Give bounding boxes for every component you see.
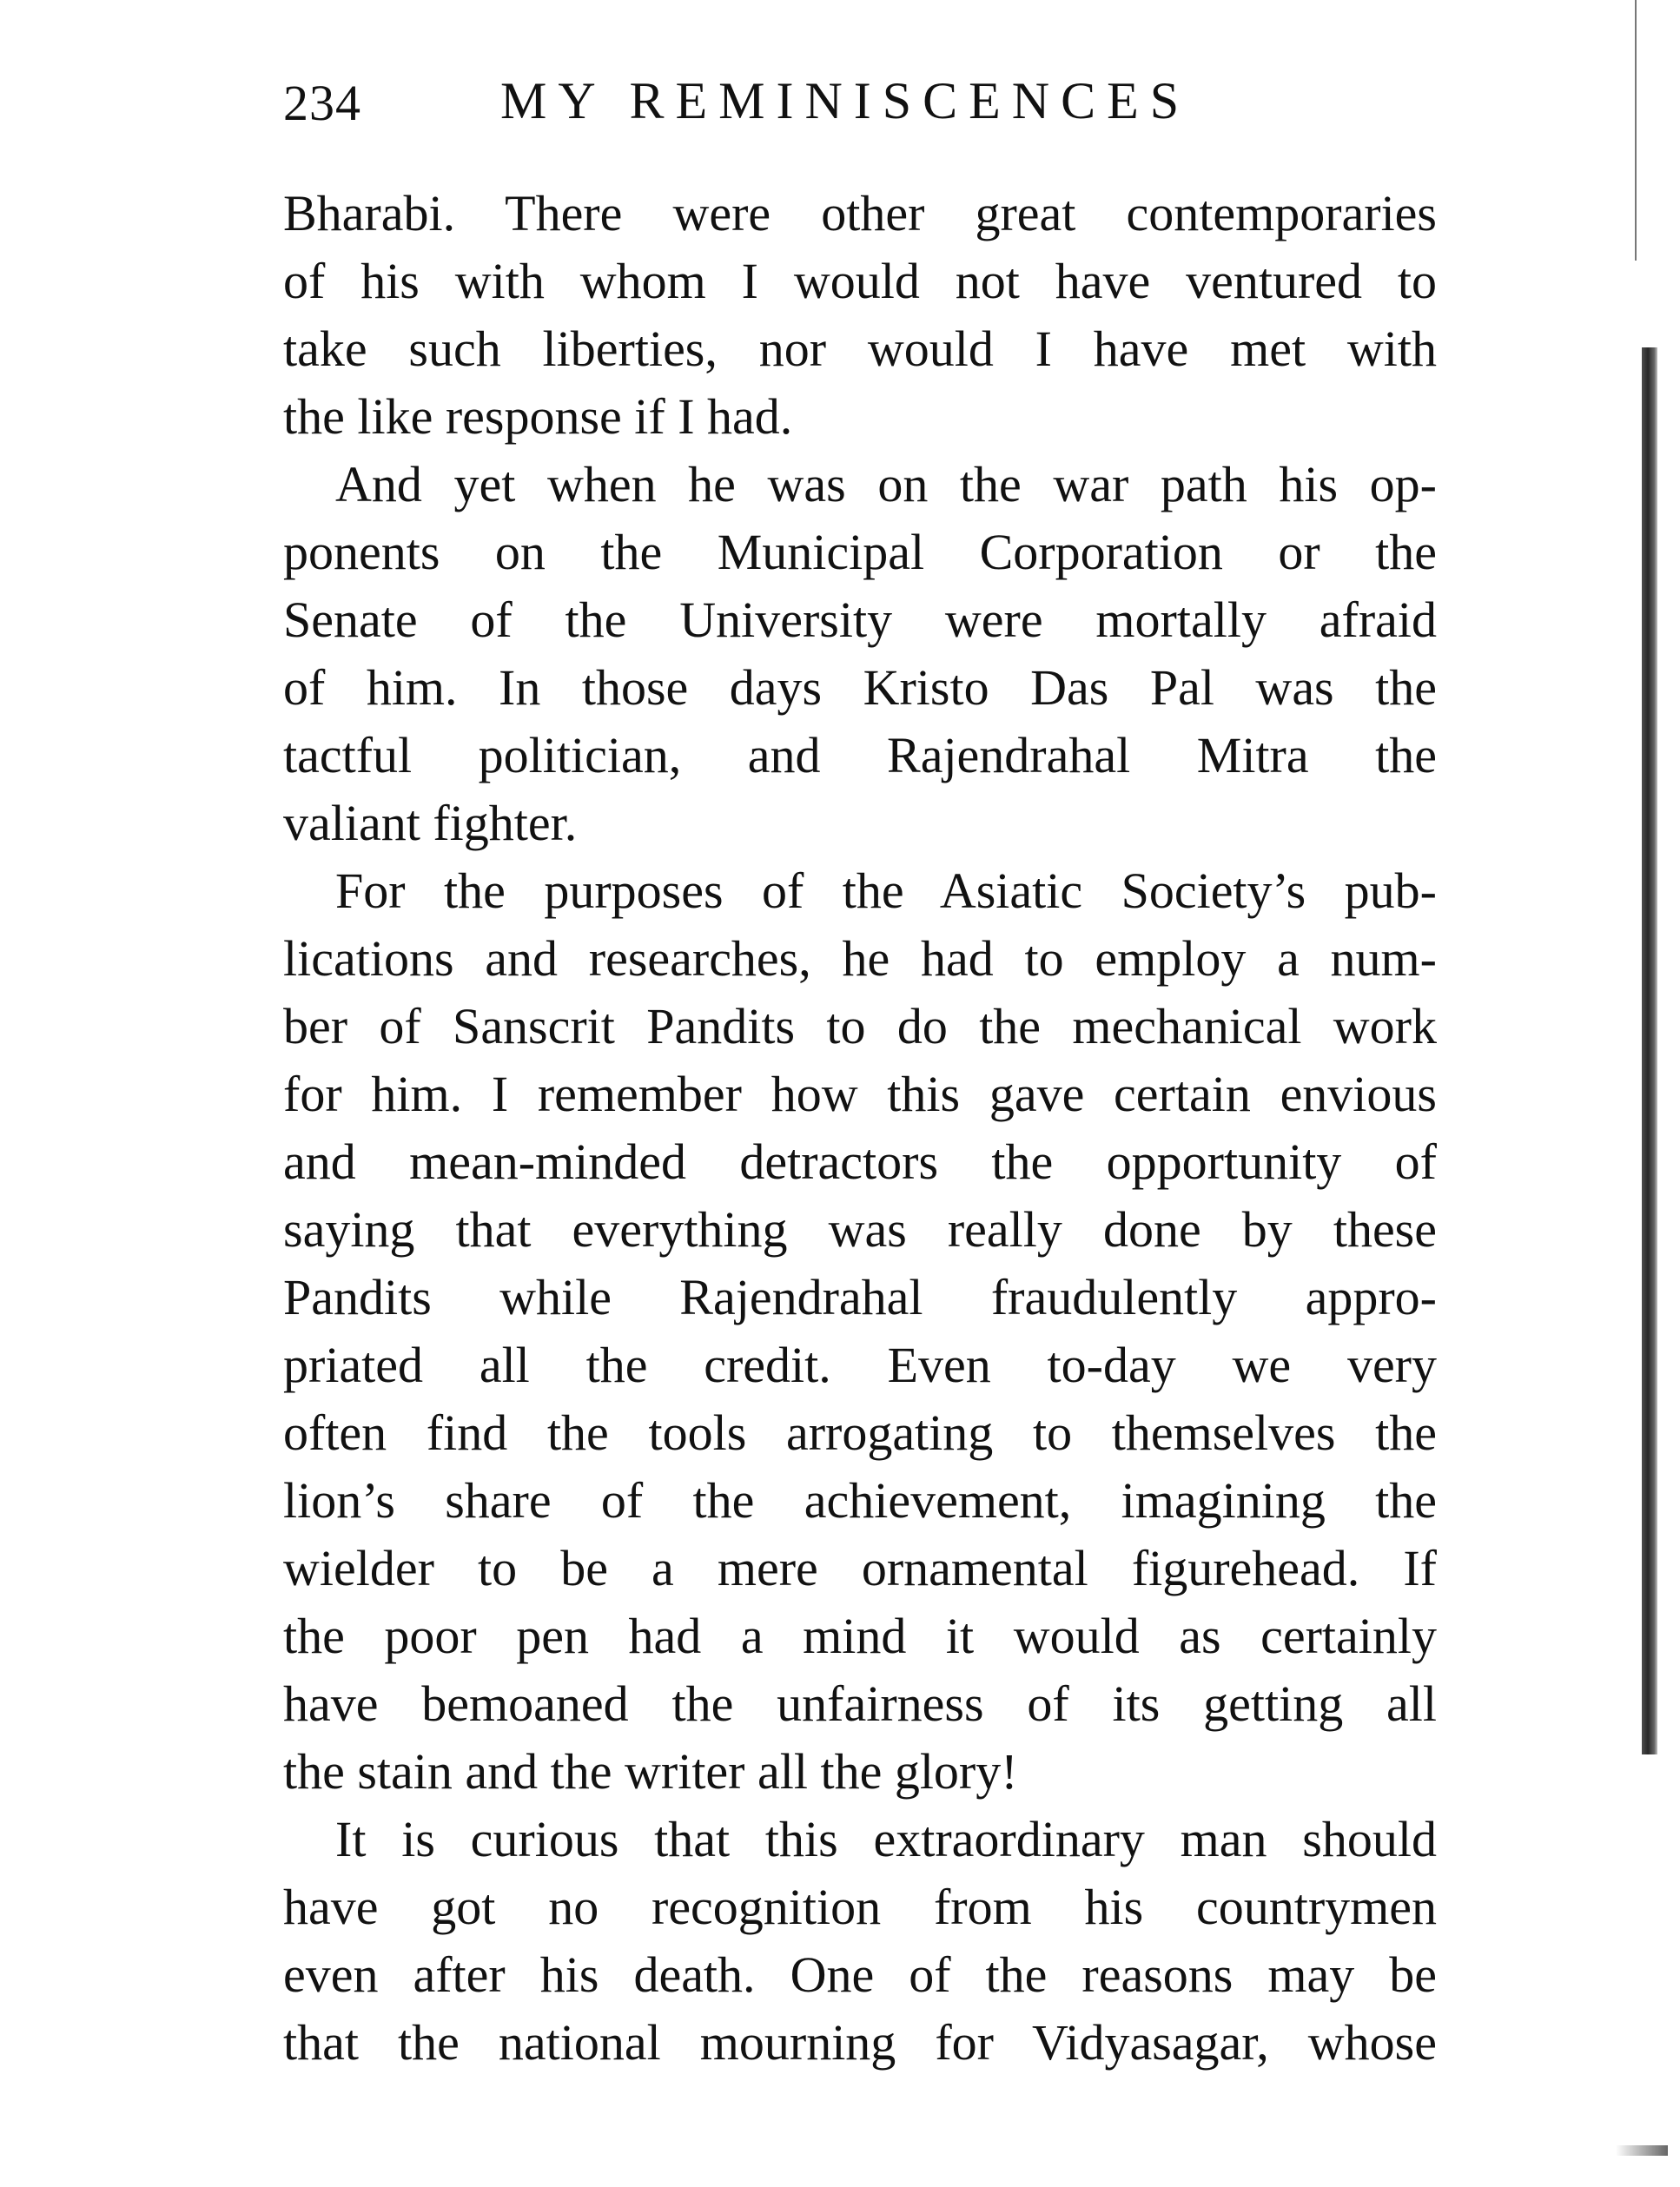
binding-shadow [1642, 347, 1657, 1754]
text-line: saying that everything was really done by these [283, 1201, 1437, 1258]
text-line: the like response if I had. [283, 388, 793, 445]
text-line: ber of Sanscrit Pandits to do the mechanical work [283, 998, 1437, 1054]
text-line: that the national mourning for Vidyasagar, whose [283, 2014, 1437, 2071]
text-line: of his with whom I would not have ventured to [283, 253, 1437, 309]
paragraph-first-line: And yet when he was on the war path his op- [335, 456, 1437, 512]
text-line: Bharabi. There were other great contemporaries [283, 185, 1437, 241]
running-title: MY REMINISCENCES [500, 72, 1191, 129]
text-line: often find the tools arrogating to themselves the [283, 1404, 1437, 1461]
text-line: and mean-minded detractors the opportunity of [283, 1133, 1437, 1190]
text-line: for him. I remember how this gave certain envious [283, 1066, 1437, 1122]
text-line: have bemoaned the unfairness of its getting all [283, 1675, 1437, 1732]
text-line: of him. In those days Kristo Das Pal was the [283, 659, 1437, 716]
paragraph-first-line: It is curious that this extraordinary man should [335, 1811, 1437, 1867]
text-line: valiant fighter. [283, 795, 578, 851]
text-line: tactful politician, and Rajendrahal Mitra the [283, 727, 1437, 783]
text-line: Pandits while Rajendrahal fraudulently appro- [283, 1269, 1437, 1325]
text-line: priated all the credit. Even to-day we very [283, 1337, 1437, 1393]
corner-mark [1616, 2145, 1668, 2156]
text-line: lications and researches, he had to employ a num- [283, 930, 1437, 987]
text-line: ponents on the Municipal Corporation or the [283, 524, 1437, 580]
text-line: even after his death. One of the reasons may be [283, 1946, 1437, 2003]
text-line: the stain and the writer all the glory! [283, 1743, 1018, 1800]
page-edge-line [1635, 0, 1637, 261]
body-text [283, 180, 1437, 2077]
text-line: Senate of the University were mortally afraid [283, 591, 1437, 648]
text-line: wielder to be a mere ornamental figurehead. If [283, 1540, 1437, 1596]
page-number: 234 [283, 75, 361, 131]
text-line: have got no recognition from his countrymen [283, 1879, 1437, 1935]
text-line: the poor pen had a mind it would as certainly [283, 1608, 1437, 1664]
paragraph-first-line: For the purposes of the Asiatic Society’s pub- [335, 862, 1437, 919]
text-line: lion’s share of the achievement, imagining the [283, 1472, 1437, 1529]
text-line: take such liberties, nor would I have met with [283, 320, 1437, 377]
